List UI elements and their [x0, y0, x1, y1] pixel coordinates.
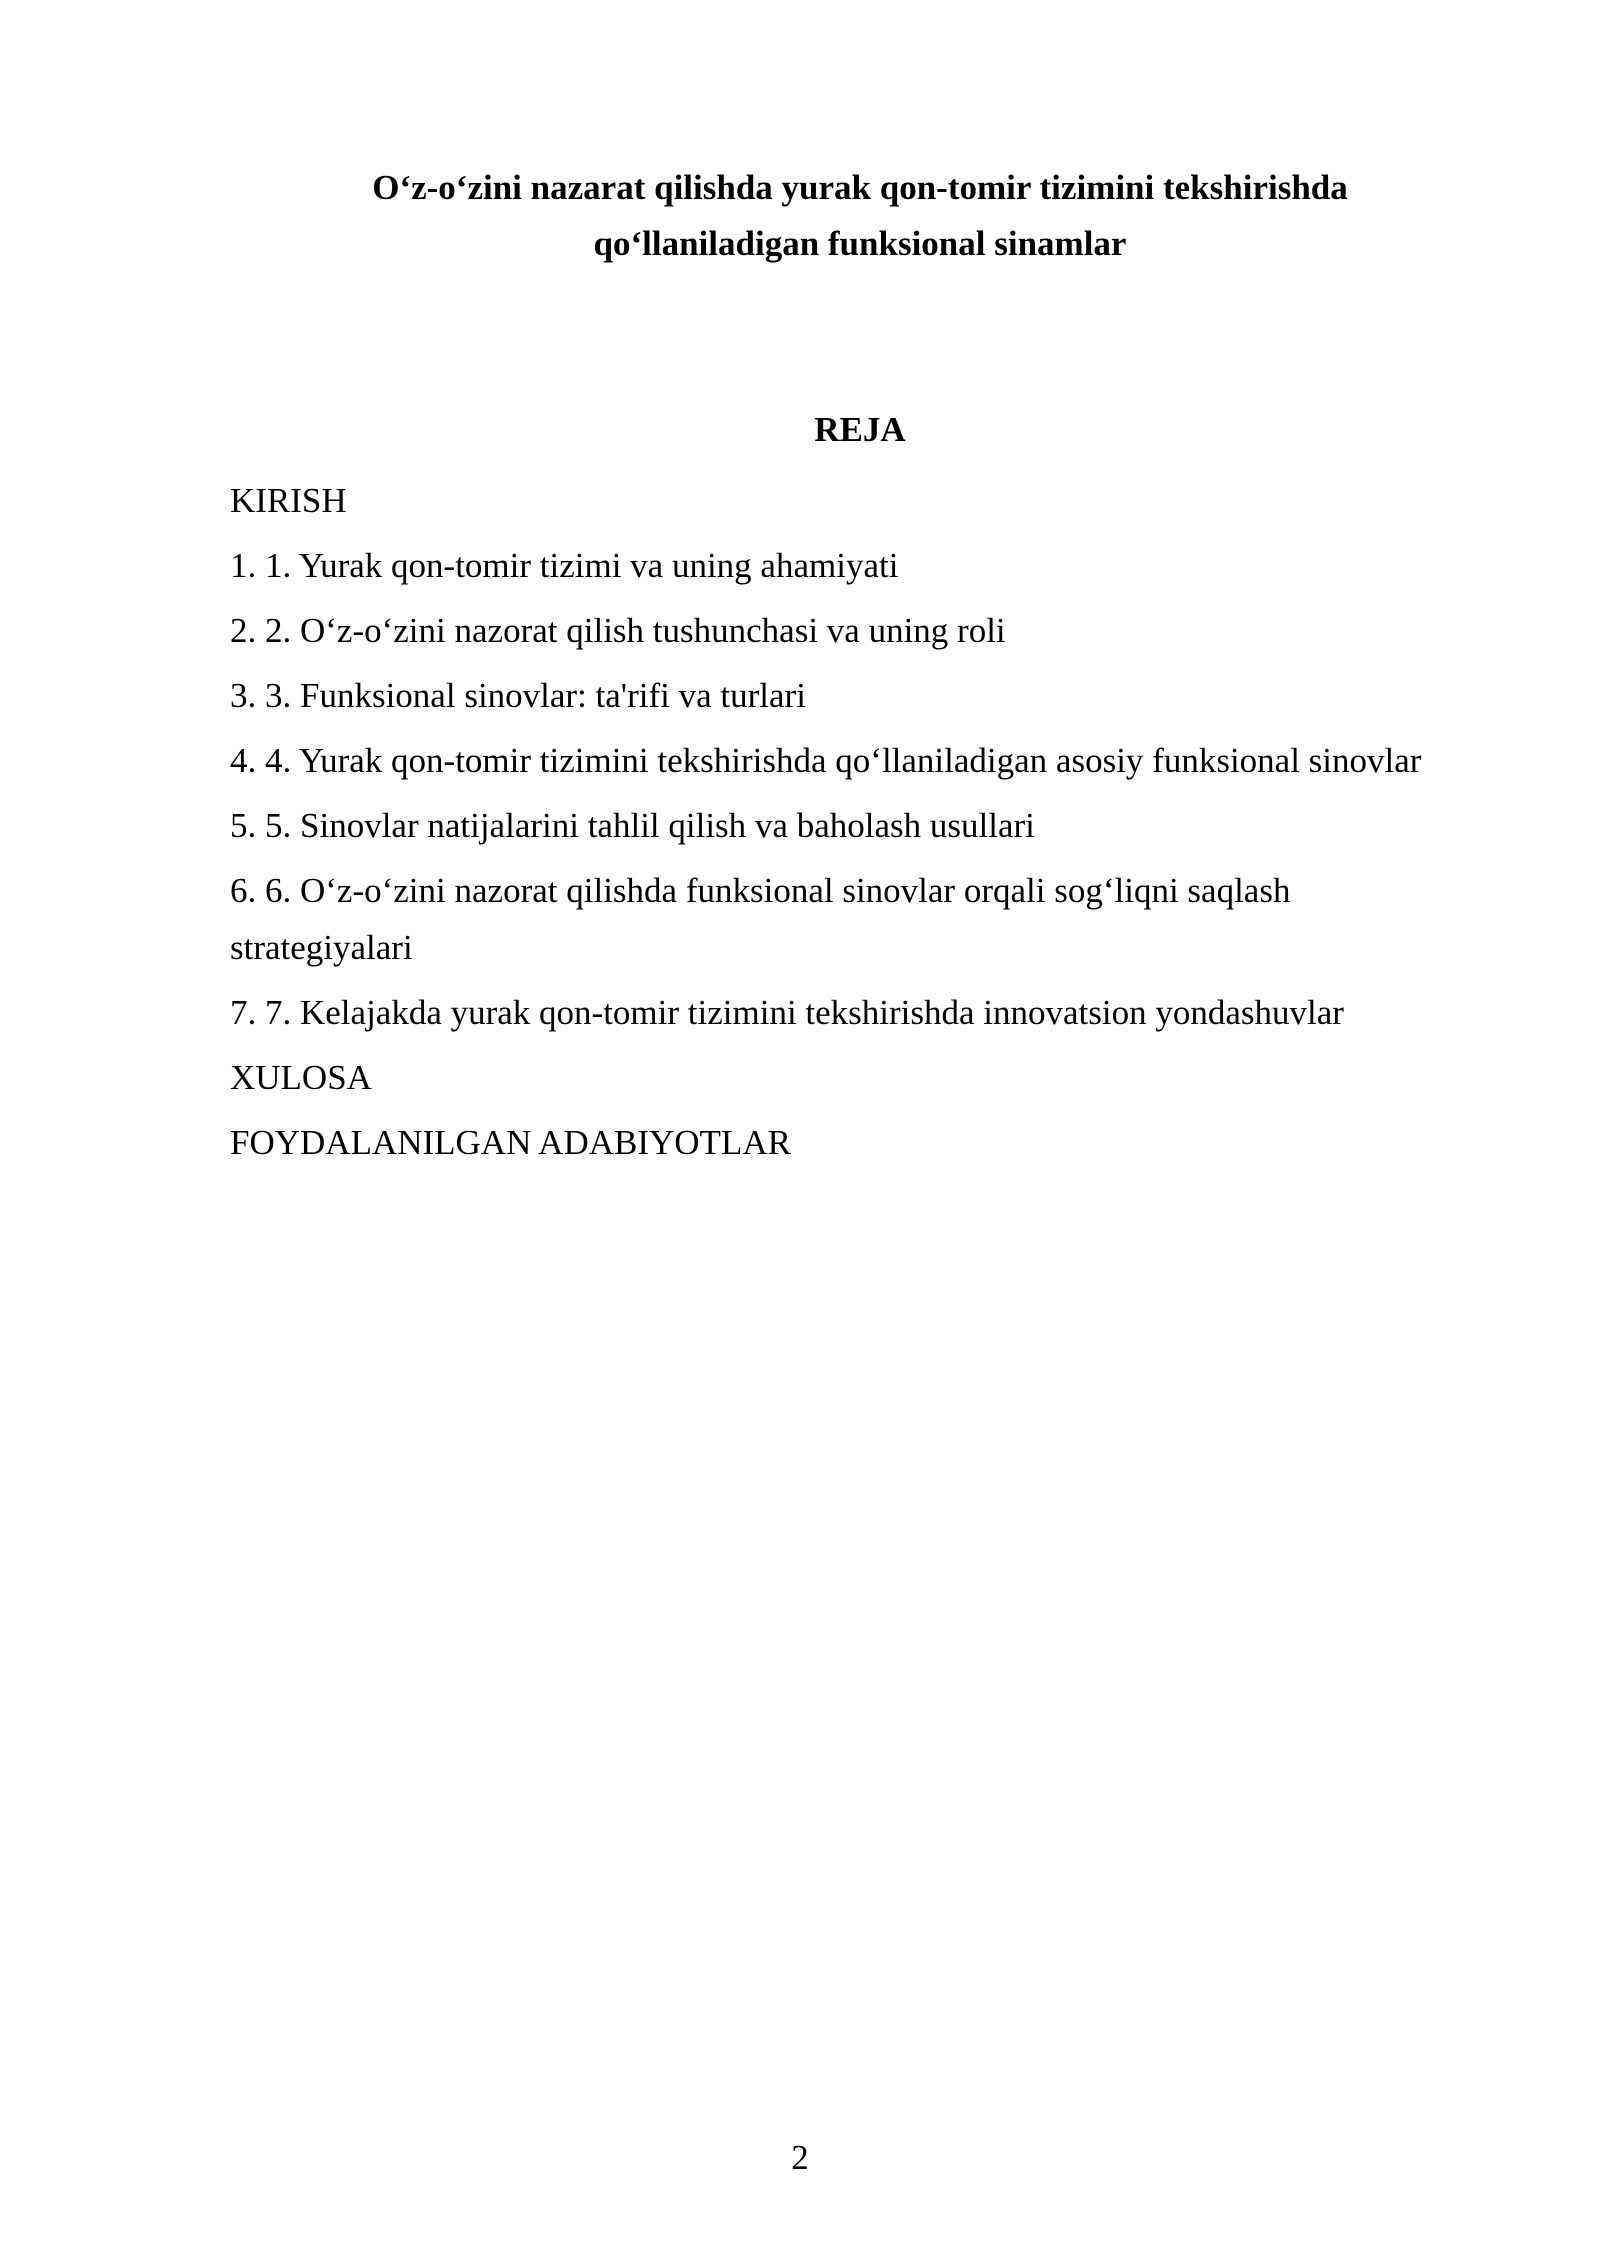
toc-item-3: 3. 3. Funksional sinovlar: ta'rifi va turlari	[230, 676, 806, 715]
page-number: 2	[791, 2138, 809, 2177]
toc-item-5: 5. 5. Sinovlar natijalarini tahlil qilish va baholash usullari	[230, 806, 1035, 845]
toc-item-2: 2. 2. O‘z-o‘zini nazorat qilish tushunchasi va uning roli	[230, 611, 1006, 650]
toc-item-intro: KIRISH	[230, 481, 347, 520]
toc-item-6: 6. 6. O‘z-o‘zini nazorat qilishda funksional sinovlar orqali sog‘liqni saqlash strategiyalari	[230, 871, 1291, 967]
plan-heading: REJA	[814, 410, 906, 449]
toc-item-conclusion: XULOSA	[230, 1058, 372, 1097]
document-title	[270, 160, 1450, 272]
toc-item-4: 4. 4. Yurak qon-tomir tizimini tekshirishda qo‘llaniladigan asosiy funksional sinovlar	[230, 741, 1422, 780]
title-line-1: O‘z-o‘zini nazarat qilishda yurak qon-tomir tizimini tekshirishda	[372, 168, 1348, 207]
title-line-2: qo‘llaniladigan funksional sinamlar	[593, 224, 1127, 263]
toc-item-7: 7. 7. Kelajakda yurak qon-tomir tizimini tekshirishda innovatsion yondashuvlar	[230, 993, 1344, 1032]
table-of-contents	[230, 472, 1460, 1179]
toc-item-references: FOYDALANILGAN ADABIYOTLAR	[230, 1123, 791, 1162]
toc-item-1: 1. 1. Yurak qon-tomir tizimi va uning ahamiyati	[230, 546, 899, 585]
